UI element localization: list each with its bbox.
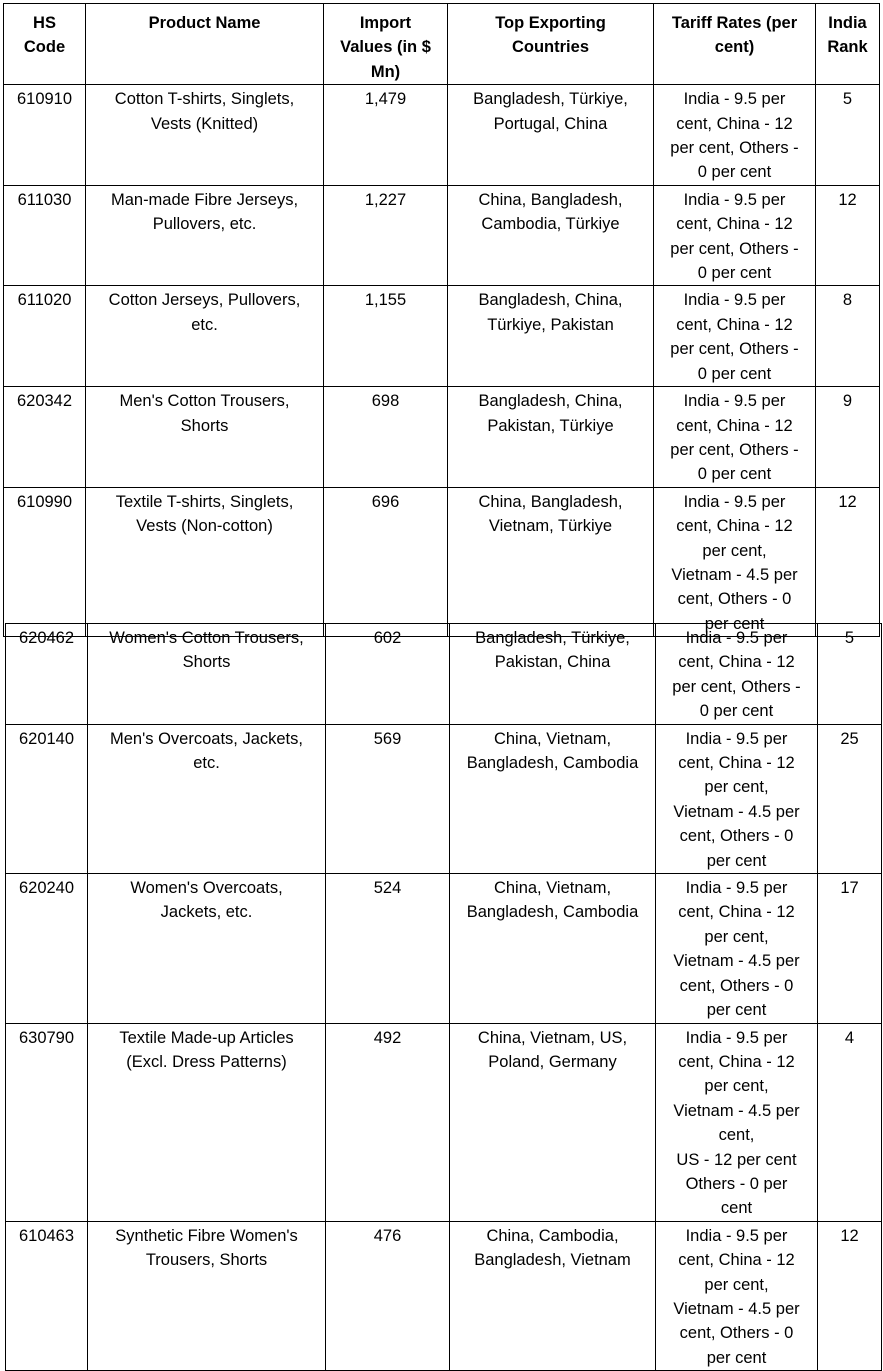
cell-tariff-rates: India - 9.5 per cent, China - 12 per cent, Vietnam - 4.5 per cent, Others - 0 per cent xyxy=(656,874,818,1023)
cell-import-value: 524 xyxy=(326,874,450,1023)
table-row xyxy=(6,1023,882,1221)
cell-import-value: 1,479 xyxy=(324,85,448,186)
cell-import-value: 1,227 xyxy=(324,185,448,286)
cell-hs-code: 620342 xyxy=(4,387,86,488)
cell-india-rank: 12 xyxy=(816,487,880,636)
header-india-rank: India Rank xyxy=(816,4,880,85)
cell-india-rank: 9 xyxy=(816,387,880,488)
cell-top-exporters: Bangladesh, Türkiye, Portugal, China xyxy=(448,85,654,186)
cell-tariff-rates: India - 9.5 per cent, China - 12 per cent, Others - 0 per cent xyxy=(656,624,818,725)
header-top-exporters: Top Exporting Countries xyxy=(448,4,654,85)
cell-product-name: Man-made Fibre Jerseys, Pullovers, etc. xyxy=(86,185,324,286)
cell-product-name: Men's Cotton Trousers, Shorts xyxy=(86,387,324,488)
cell-import-value: 696 xyxy=(324,487,448,636)
cell-top-exporters: China, Bangladesh, Vietnam, Türkiye xyxy=(448,487,654,636)
cell-hs-code: 630790 xyxy=(6,1023,88,1221)
table-row xyxy=(6,724,882,873)
cell-tariff-rates: India - 9.5 per cent, China - 12 per cent, Others - 0 per cent xyxy=(654,185,816,286)
cell-import-value: 698 xyxy=(324,387,448,488)
table-row xyxy=(4,185,880,286)
cell-product-name: Textile Made-up Articles (Excl. Dress Patterns) xyxy=(88,1023,326,1221)
cell-hs-code: 620140 xyxy=(6,724,88,873)
cell-top-exporters: Bangladesh, Türkiye, Pakistan, China xyxy=(450,624,656,725)
cell-top-exporters: Bangladesh, China, Türkiye, Pakistan xyxy=(448,286,654,387)
cell-product-name: Cotton T-shirts, Singlets, Vests (Knitted) xyxy=(86,85,324,186)
cell-tariff-rates: India - 9.5 per cent, China - 12 per cent, Vietnam - 4.5 per cent, Others - 0 per cent xyxy=(656,1221,818,1370)
cell-tariff-rates: India - 9.5 per cent, China - 12 per cent, Others - 0 per cent xyxy=(654,286,816,387)
cell-india-rank: 12 xyxy=(818,1221,882,1370)
cell-hs-code: 620462 xyxy=(6,624,88,725)
cell-top-exporters: Bangladesh, China, Pakistan, Türkiye xyxy=(448,387,654,488)
cell-india-rank: 4 xyxy=(818,1023,882,1221)
cell-product-name: Synthetic Fibre Women's Trousers, Shorts xyxy=(88,1221,326,1370)
cell-tariff-rates: India - 9.5 per cent, China - 12 per cent, Others - 0 per cent xyxy=(654,387,816,488)
import-table-bottom xyxy=(5,623,882,1371)
cell-import-value: 1,155 xyxy=(324,286,448,387)
header-import-values: Import Values (in $ Mn) xyxy=(324,4,448,85)
cell-import-value: 476 xyxy=(326,1221,450,1370)
cell-product-name: Cotton Jerseys, Pullovers, etc. xyxy=(86,286,324,387)
cell-tariff-rates: India - 9.5 per cent, China - 12 per cent, Vietnam - 4.5 per cent, US - 12 per cent Others - 0 per cent xyxy=(656,1023,818,1221)
import-table-top xyxy=(3,3,880,637)
cell-top-exporters: China, Cambodia, Bangladesh, Vietnam xyxy=(450,1221,656,1370)
cell-tariff-rates: India - 9.5 per cent, China - 12 per cent, Vietnam - 4.5 per cent, Others - 0 per cent xyxy=(656,724,818,873)
cell-india-rank: 5 xyxy=(816,85,880,186)
cell-hs-code: 610990 xyxy=(4,487,86,636)
cell-import-value: 602 xyxy=(326,624,450,725)
table-row xyxy=(4,387,880,488)
cell-top-exporters: China, Vietnam, Bangladesh, Cambodia xyxy=(450,874,656,1023)
cell-product-name: Women's Overcoats, Jackets, etc. xyxy=(88,874,326,1023)
table-row xyxy=(6,624,882,725)
table-row xyxy=(6,874,882,1023)
cell-import-value: 569 xyxy=(326,724,450,873)
cell-top-exporters: China, Bangladesh, Cambodia, Türkiye xyxy=(448,185,654,286)
cell-india-rank: 8 xyxy=(816,286,880,387)
table-row xyxy=(6,1221,882,1370)
cell-hs-code: 611030 xyxy=(4,185,86,286)
cell-india-rank: 17 xyxy=(818,874,882,1023)
cell-import-value: 492 xyxy=(326,1023,450,1221)
table-header-row xyxy=(4,4,880,85)
cell-india-rank: 12 xyxy=(816,185,880,286)
cell-product-name: Women's Cotton Trousers, Shorts xyxy=(88,624,326,725)
cell-tariff-rates: India - 9.5 per cent, China - 12 per cent, Others - 0 per cent xyxy=(654,85,816,186)
header-tariff-rates: Tariff Rates (per cent) xyxy=(654,4,816,85)
cell-hs-code: 610463 xyxy=(6,1221,88,1370)
table-row xyxy=(4,487,880,636)
table-row xyxy=(4,85,880,186)
cell-product-name: Men's Overcoats, Jackets, etc. xyxy=(88,724,326,873)
cell-india-rank: 25 xyxy=(818,724,882,873)
cell-tariff-rates: India - 9.5 per cent, China - 12 per cent, Vietnam - 4.5 per cent, Others - 0 per cent xyxy=(654,487,816,636)
cell-top-exporters: China, Vietnam, Bangladesh, Cambodia xyxy=(450,724,656,873)
cell-hs-code: 611020 xyxy=(4,286,86,387)
cell-top-exporters: China, Vietnam, US, Poland, Germany xyxy=(450,1023,656,1221)
cell-hs-code: 620240 xyxy=(6,874,88,1023)
header-hs-code: HS Code xyxy=(4,4,86,85)
table-row xyxy=(4,286,880,387)
cell-product-name: Textile T-shirts, Singlets, Vests (Non-cotton) xyxy=(86,487,324,636)
header-product-name: Product Name xyxy=(86,4,324,85)
cell-hs-code: 610910 xyxy=(4,85,86,186)
cell-india-rank: 5 xyxy=(818,624,882,725)
